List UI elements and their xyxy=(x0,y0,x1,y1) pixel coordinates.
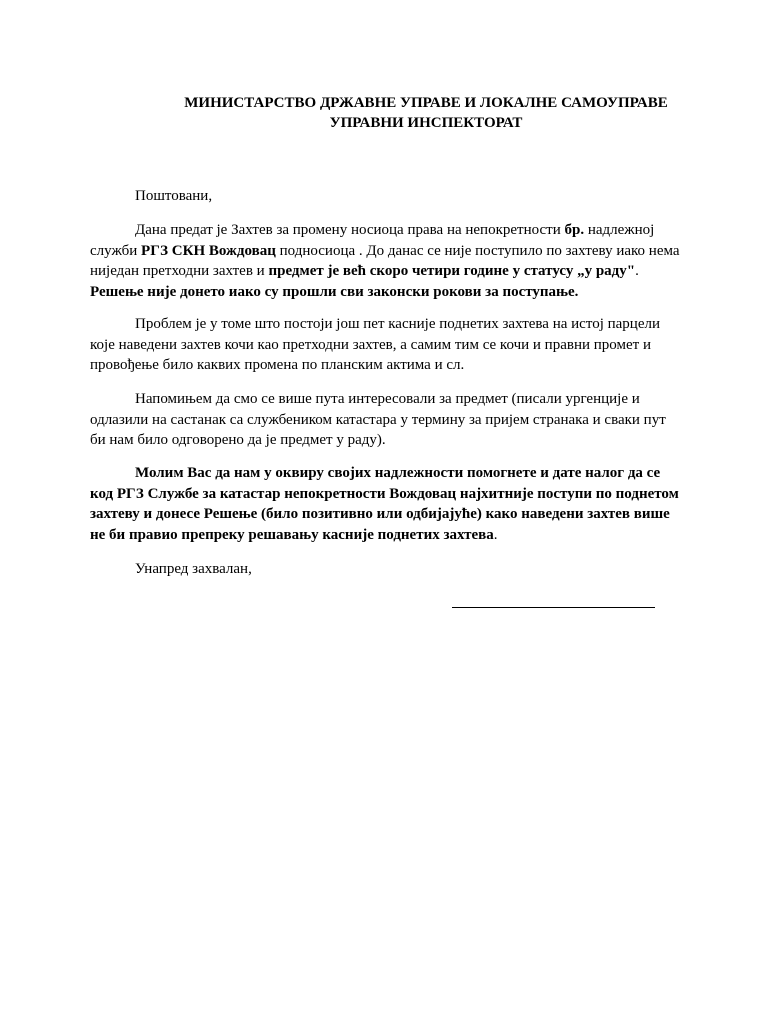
signature-line xyxy=(452,607,655,608)
paragraph-1 xyxy=(90,220,680,302)
p1-text-2: надлежној служби xyxy=(90,222,655,259)
paragraph-problem xyxy=(90,314,680,376)
p1-bold-office: РГЗ СКН Вождовац xyxy=(141,242,276,259)
closing-section xyxy=(90,559,680,580)
ministry-title: МИНИСТАРСТВО ДРЖАВНЕ УПРАВЕ И ЛОКАЛНЕ САМОУПРАВЕ xyxy=(184,95,668,111)
paragraph-4 xyxy=(90,463,680,545)
paragraph-inquiries xyxy=(90,389,680,451)
greeting-text: Поштовани, xyxy=(135,188,213,204)
paragraph-2: Проблем је у томе што постоји још пет касније поднетих захтева на истој парцели које наведени захтев кочи као претходни захтев, а самим тим се кочи и правни промет и провођење било каквих промена по планским актима и сл. xyxy=(90,316,660,373)
paragraph-3: Напомињем да смо се више пута интересовали за предмет (писали ургенције и одлазили на састанак са службеником катастара у термину за пријем странака и сваки пут би нам било одговорено да је предмет у раду). xyxy=(90,391,666,448)
p1-bold-status: предмет је већ скоро четири године у статусу „у раду" xyxy=(268,263,636,279)
p4-period: . xyxy=(493,526,498,543)
closing-text: Унапред захвалан, xyxy=(135,561,252,577)
p1-text-1: Дана предат је Захтев за промену носиоца права на непокретности xyxy=(135,222,565,238)
greeting-section xyxy=(90,186,680,207)
p1-text-3: подносиоца . До данас се није поступило по захтеву иако нема ниједан претходни захтев и xyxy=(90,242,680,279)
p1-bold-decision: Решење није донето иако су прошли сви законски рокови за поступање. xyxy=(90,283,579,300)
p1-text-4: . xyxy=(635,263,639,279)
paragraph-plea xyxy=(90,463,680,545)
p4-bold-request: Молим Вас да нам у оквиру својих надлежности помогнете и дате налог да се код РГЗ Службе за катастар непокретности Вождовац најхитније поступи по поднетом захтеву и донесе Решење (било позитивно или одбијајуће) како наведени захтев више не би правио препреку решавању касније поднетих захтева xyxy=(90,465,679,543)
inspectorate-title: УПРАВНИ ИНСПЕКТОРАТ xyxy=(329,115,523,131)
p1-bold-number: бр. xyxy=(564,222,585,238)
paragraph-request-status xyxy=(90,220,680,302)
